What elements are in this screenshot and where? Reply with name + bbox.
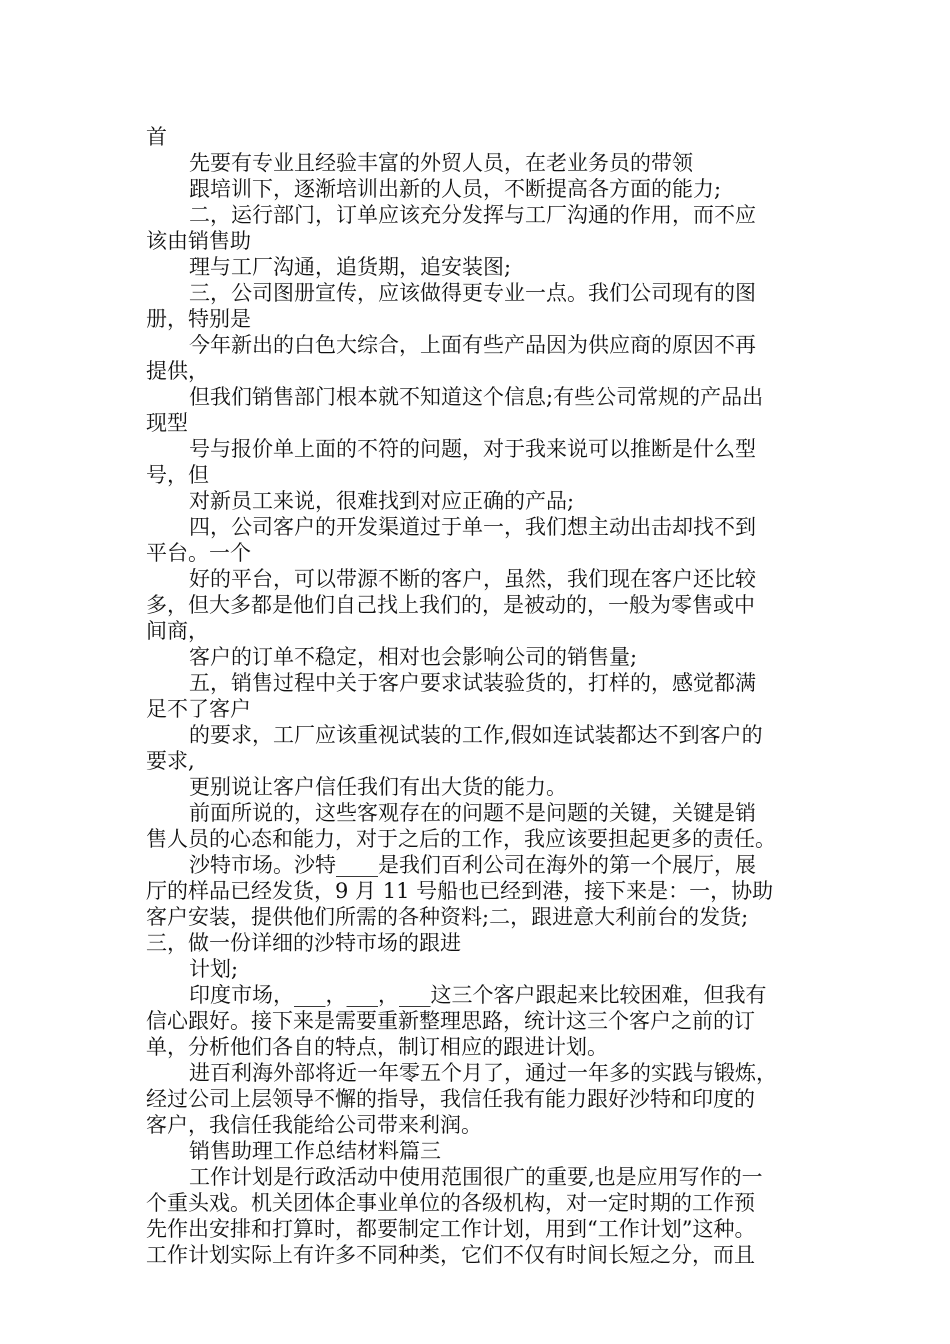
text-line: 信心跟好。接下来是需要重新整理思路，统计这三个客户之前的订: [146, 1009, 755, 1033]
text-line: 间商，: [146, 619, 209, 643]
text-line: 工作计划实际上有许多不同种类，它们不仅有时间长短之分，而且: [146, 1243, 755, 1267]
text-line: 号，但: [146, 463, 209, 487]
text-line: 多，但大多都是他们自己找上我们的，是被动的，一般为零售或中: [146, 593, 755, 617]
text-line: 印度市场，___，___，___这三个客户跟起来比较困难，但我有: [189, 983, 767, 1007]
text-line: 好的平台，可以带源不断的客户，虽然，我们现在客户还比较: [189, 567, 756, 591]
text-line: 厅的样品已经发货，9 月 11 号船也已经到港，接下来是：一，协助: [146, 879, 774, 903]
text-line: 计划;: [189, 957, 239, 981]
text-line: 经过公司上层领导不懈的指导，我信任我有能力跟好沙特和印度的: [146, 1087, 755, 1111]
text-line: 工作计划是行政活动中使用范围很广的重要,也是应用写作的一: [189, 1165, 763, 1189]
text-line: 五，销售过程中关于客户要求试装验货的，打样的，感觉都满: [189, 671, 756, 695]
text-line: 四，公司客户的开发渠道过于单一，我们想主动出击却找不到: [189, 515, 756, 539]
text-line: 二，运行部门，订单应该充分发挥与工厂沟通的作用，而不应: [189, 203, 756, 227]
text-line: 理与工厂沟通，追货期，追安装图;: [189, 255, 512, 279]
text-line: 三，公司图册宣传，应该做得更专业一点。我们公司现有的图: [189, 281, 756, 305]
document-body: [146, 124, 811, 1268]
text-line: 销售助理工作总结材料篇三: [189, 1139, 441, 1163]
text-line: 先要有专业且经验丰富的外贸人员，在老业务员的带领: [189, 151, 693, 175]
text-line: 更别说让客户信任我们有出大货的能力。: [189, 775, 567, 799]
text-line: 该由销售助: [146, 229, 251, 253]
text-line: 但我们销售部门根本就不知道这个信息;有些公司常规的产品出: [189, 385, 764, 409]
text-line: 客户安装，提供他们所需的各种资料;二，跟进意大利前台的发货;: [146, 905, 749, 929]
text-line: 今年新出的白色大综合，上面有些产品因为供应商的原因不再: [189, 333, 756, 357]
text-line: 足不了客户: [146, 697, 251, 721]
text-line: 个重头戏。机关团体企事业单位的各级机构，对一定时期的工作预: [146, 1191, 755, 1215]
text-line: 首: [146, 125, 167, 149]
text-line: 进百利海外部将近一年零五个月了，通过一年多的实践与锻炼，: [189, 1061, 777, 1085]
text-line: 要求,: [146, 749, 195, 773]
text-line: 单，分析他们各自的特点，制订相应的跟进计划。: [146, 1035, 608, 1059]
text-line: 对新员工来说，很难找到对应正确的产品;: [189, 489, 575, 513]
text-line: 册，特别是: [146, 307, 251, 331]
text-line: 现型: [146, 411, 188, 435]
text-line: 跟培训下，逐渐培训出新的人员，不断提高各方面的能力;: [189, 177, 722, 201]
text-line: 的要求，工厂应该重视试装的工作,假如连试装都达不到客户的: [189, 723, 763, 747]
text-line: 平台。一个: [146, 541, 251, 565]
text-line: 提供，: [146, 359, 209, 383]
text-line: 沙特市场。沙特____是我们百利公司在海外的第一个展厅，展: [189, 853, 756, 877]
text-line: 前面所说的，这些客观存在的问题不是问题的关键，关键是销: [189, 801, 756, 825]
text-line: 先作出安排和打算时，都要制定工作计划，用到“工作计划”这种。: [146, 1217, 756, 1241]
text-line: 三，做一份详细的沙特市场的跟进: [146, 931, 461, 955]
text-line: 客户的订单不稳定，相对也会影响公司的销售量;: [189, 645, 638, 669]
text-line: 售人员的心态和能力，对于之后的工作，我应该要担起更多的责任。: [146, 827, 776, 851]
text-line: 客户，我信任我能给公司带来利润。: [146, 1113, 482, 1137]
text-line: 号与报价单上面的不符的问题，对于我来说可以推断是什么型: [189, 437, 756, 461]
